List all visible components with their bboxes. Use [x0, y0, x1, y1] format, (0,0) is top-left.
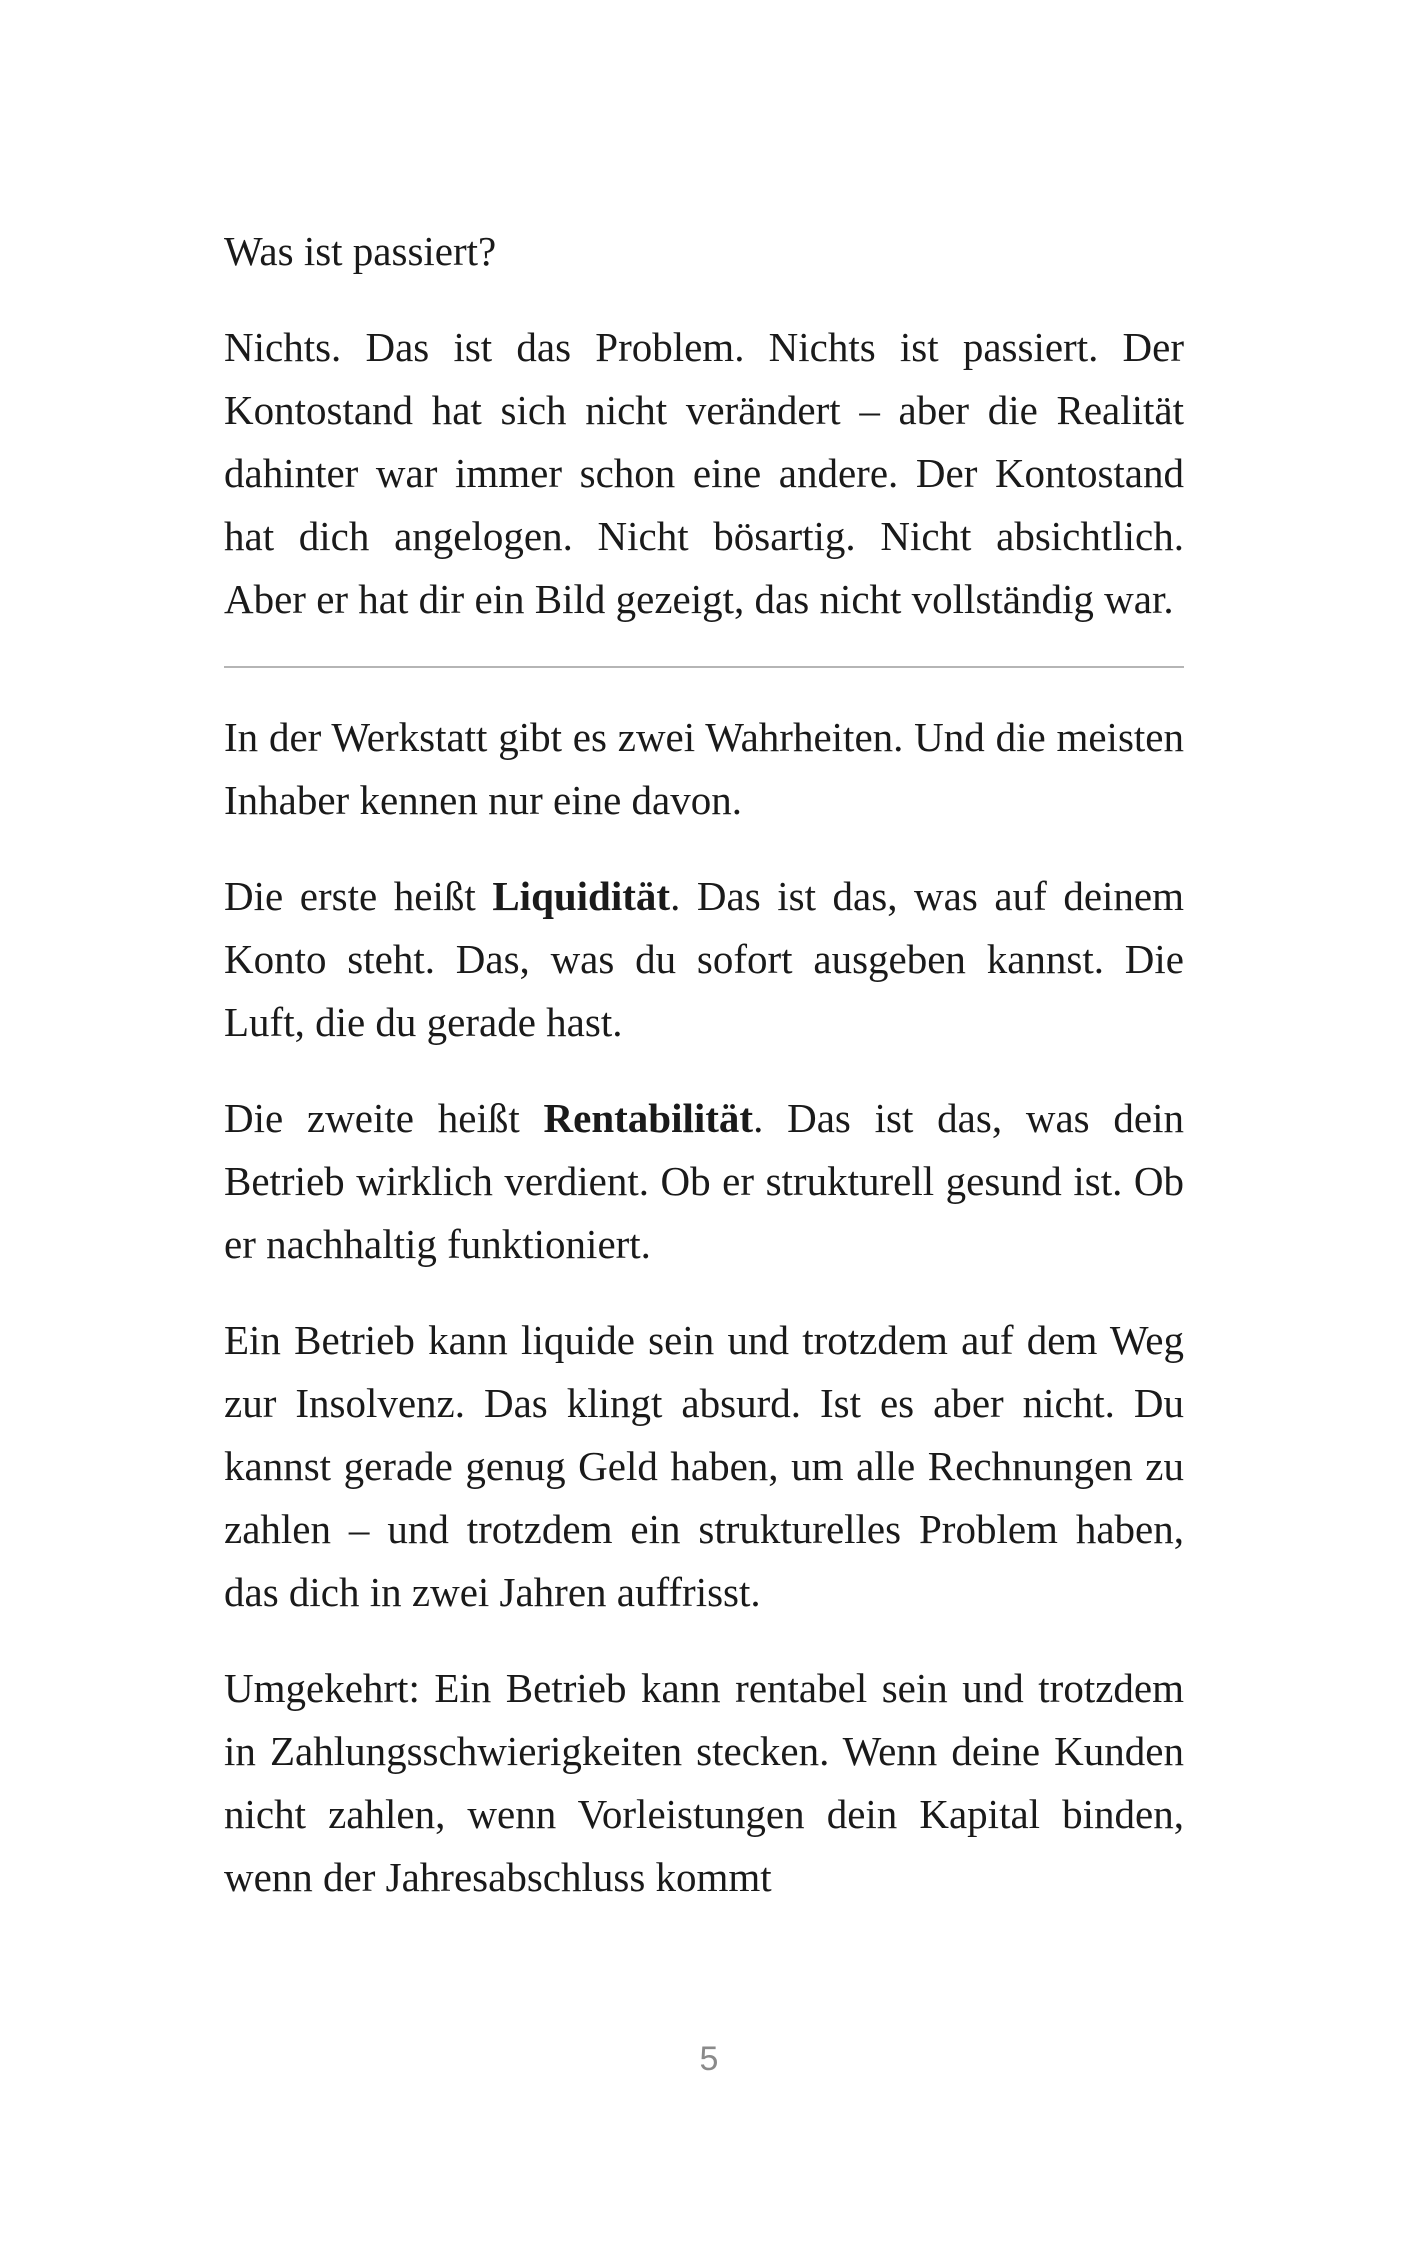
paragraph-profitability-lead: Die zweite heißt: [224, 1095, 544, 1141]
paragraph-liquid-but-insolvent: Ein Betrieb kann liquide sein und trotzdem auf dem Weg zur Insolvenz. Das klingt absurd. Ist es aber nicht. Du kannst gerade genug Geld haben, um alle Rechnungen zu zahlen – und trotzdem ein strukturelles Problem haben, das dich in zwei Jahren auffrisst.: [224, 1317, 1184, 1615]
paragraph-profitable-but-illiquid: Umgekehrt: Ein Betrieb kann rentabel sein und trotzdem in Zahlungsschwierigkeiten stecken. Wenn deine Kunden nicht zahlen, wenn Vorleistungen dein Kapital binden, wenn der Jahresabschluss kommt: [224, 1665, 1184, 1900]
paragraph-liquidity: [224, 865, 1184, 1054]
paragraph-profitability: [224, 1087, 1184, 1276]
paragraph-question: Was ist passiert?: [224, 228, 497, 274]
paragraph-liquidity-lead: Die erste heißt: [224, 873, 493, 919]
term-rentabilitaet: Rentabilität: [543, 1095, 754, 1141]
page-body: [224, 220, 1184, 1942]
paragraph-profitability-rest: . Das ist das, was dein Betrieb wirklich verdient. Ob er strukturell gesund ist. Ob er nachhaltig funktioniert.: [224, 1095, 1184, 1267]
section-divider: [224, 666, 1184, 668]
paragraph-nothing-happened: Nichts. Das ist das Problem. Nichts ist passiert. Der Kontostand hat sich nicht verändert – aber die Realität dahinter war immer schon eine andere. Der Kontostand hat dich angelogen. Nicht bösartig. Nicht absichtlich. Aber er hat dir ein Bild gezeigt, das nicht vollständig war.: [224, 324, 1184, 622]
page-number: 5: [699, 2040, 719, 2078]
paragraph-two-truths: In der Werkstatt gibt es zwei Wahrheiten. Und die meisten Inhaber kennen nur eine davon.: [224, 714, 1184, 823]
paragraph-liquidity-rest: . Das ist das, was auf deinem Konto steht. Das, was du sofort ausgeben kannst. Die Luft, die du gerade hast.: [224, 873, 1184, 1045]
term-liquiditaet: Liquidität: [492, 873, 671, 919]
